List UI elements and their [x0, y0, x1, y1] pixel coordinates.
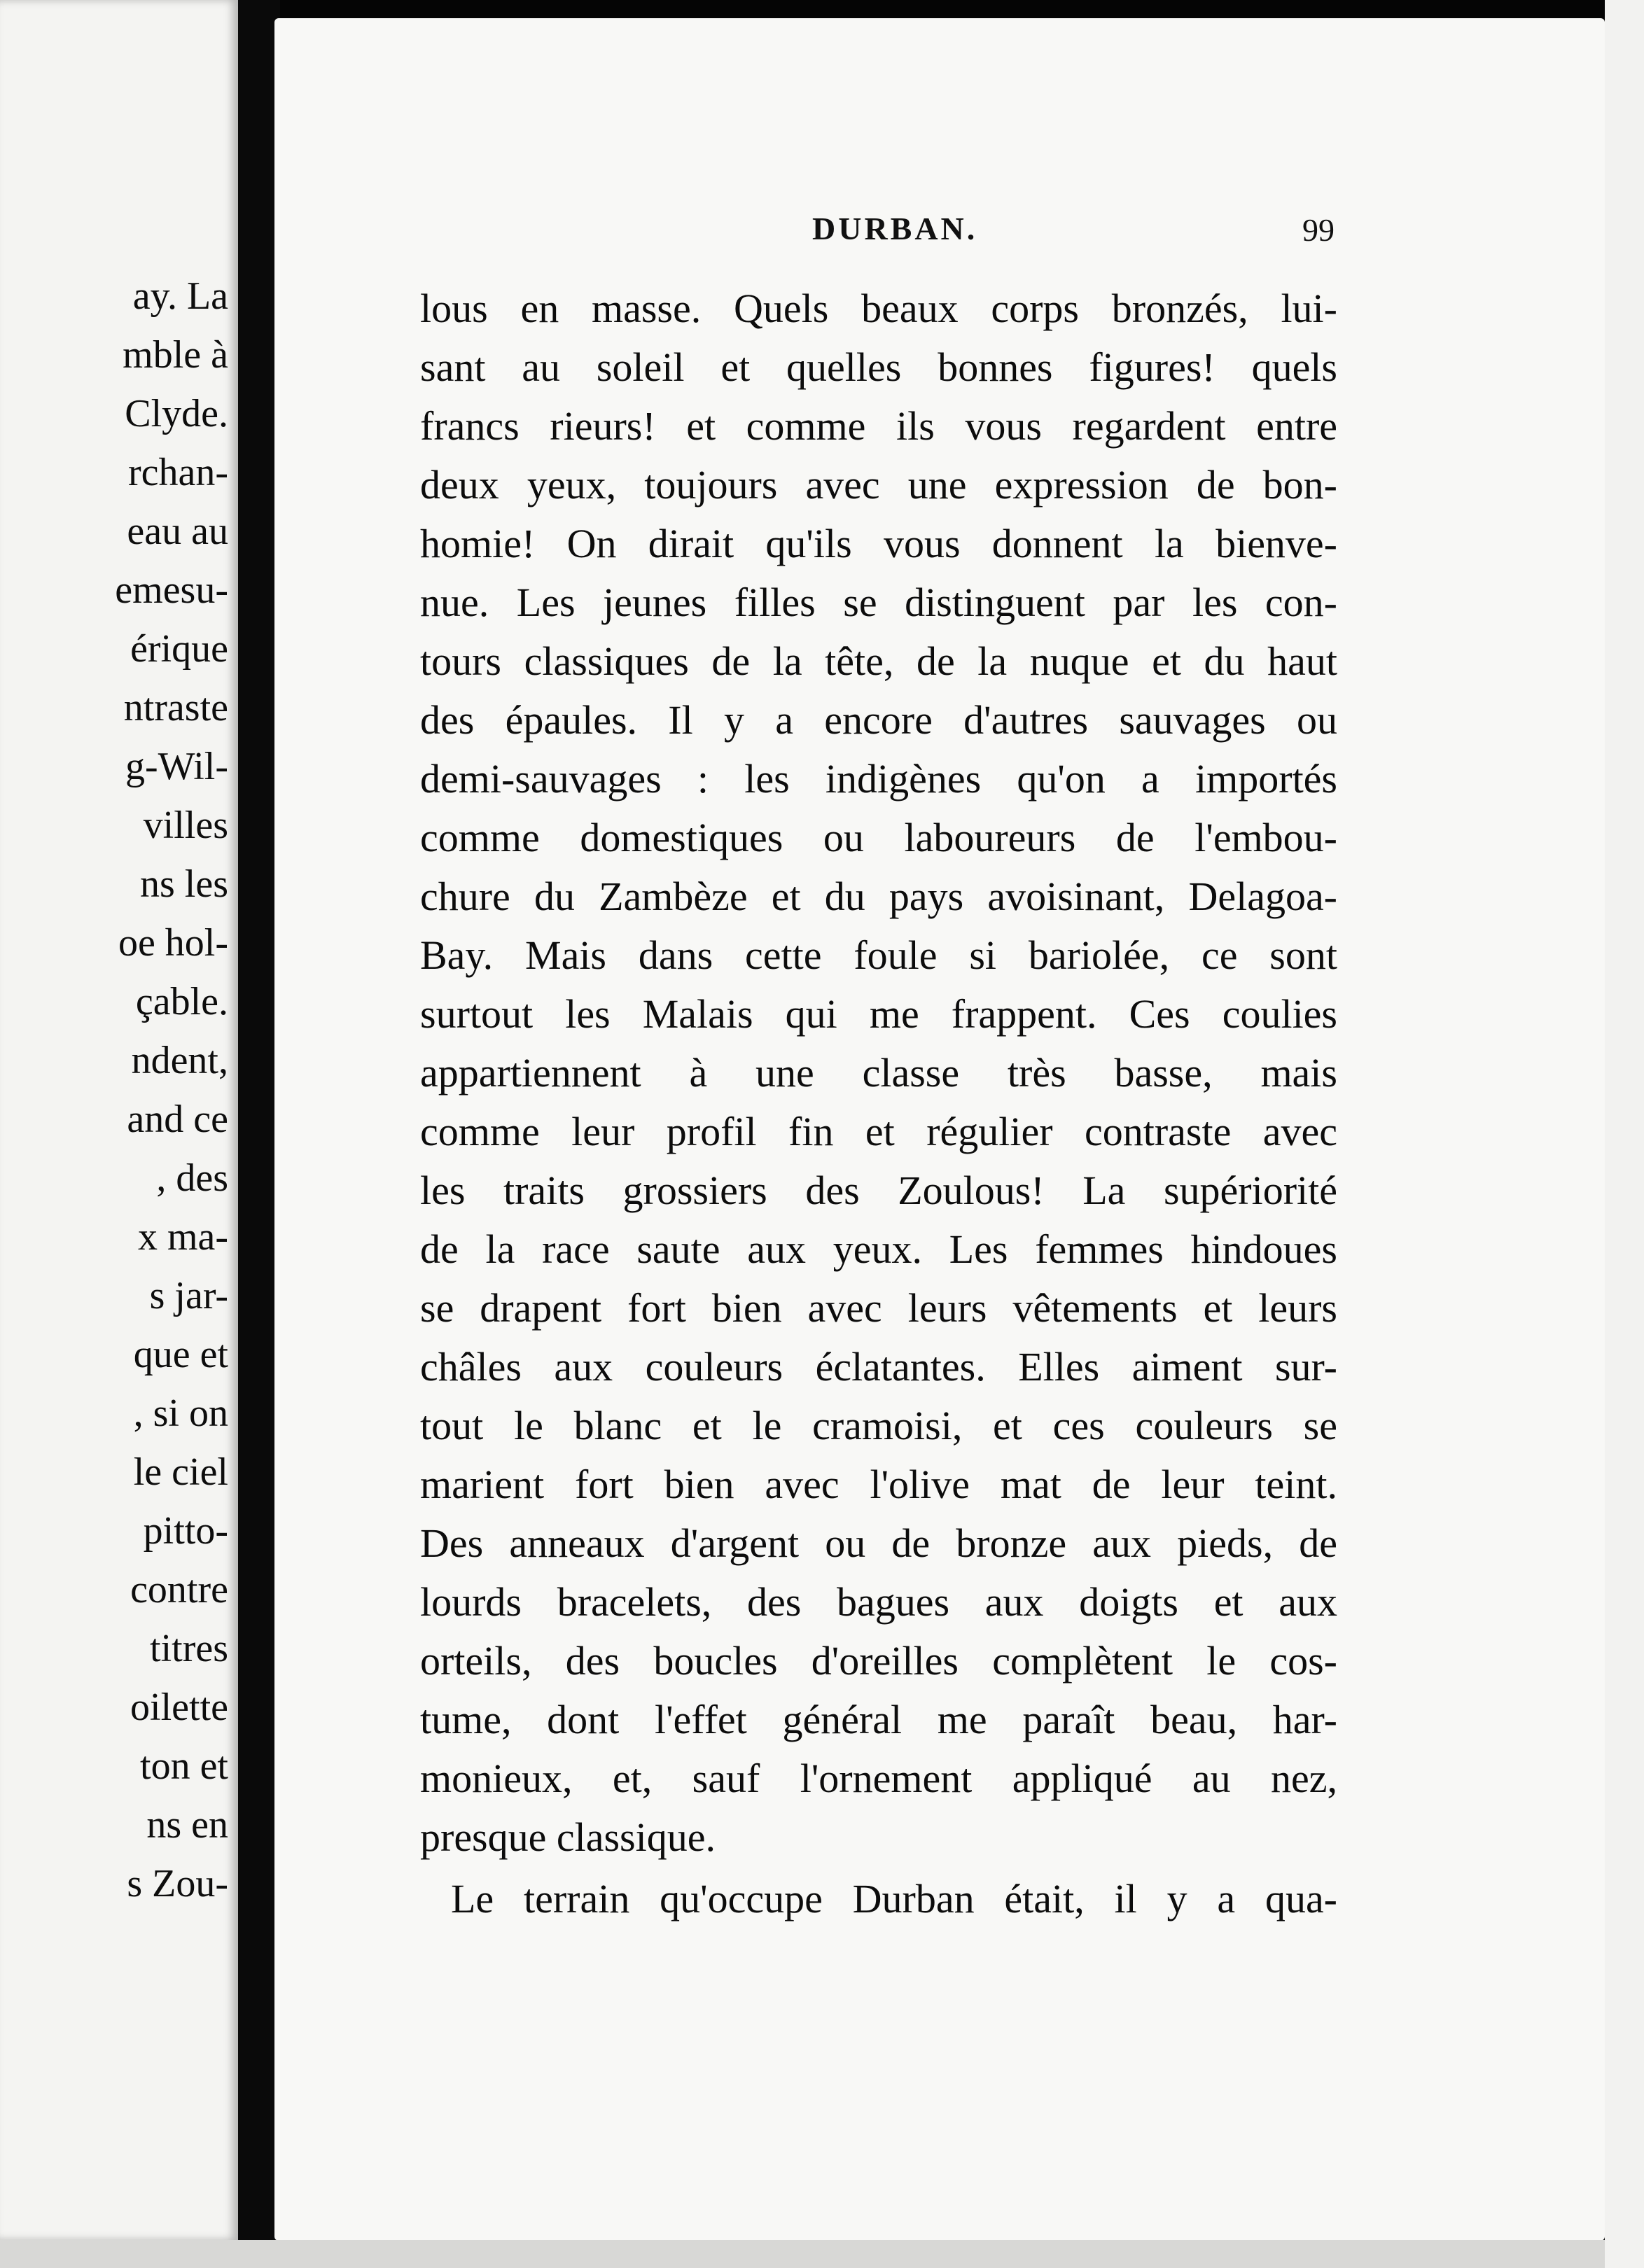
- body-line: Bay. Mais dans cette foule si bariolée, ce sont: [420, 932, 1337, 978]
- body-line: monieux, et, sauf l'ornement appliqué au nez,: [420, 1756, 1337, 1801]
- body-line: nue. Les jeunes filles se distinguent par les con-: [420, 580, 1337, 625]
- left-line: s jar-: [149, 1274, 228, 1317]
- body-line: se drapent fort bien avec leurs vêtements et leurs: [420, 1285, 1337, 1331]
- body-line: comme domestiques ou laboureurs de l'embou-: [420, 815, 1337, 860]
- left-line: titres: [150, 1627, 228, 1670]
- left-line: contre: [130, 1568, 228, 1611]
- body-line: Le terrain qu'occupe Durban était, il y a qua-: [451, 1876, 1337, 1921]
- bottom-edge: [0, 2240, 1605, 2268]
- left-line: ntraste: [123, 686, 228, 729]
- left-line: villes: [143, 804, 228, 847]
- body-line: marient fort bien avec l'olive mat de leur teint.: [420, 1462, 1337, 1507]
- left-line: ay. La: [132, 274, 228, 318]
- left-line: le ciel: [133, 1450, 228, 1494]
- body-line: sant au soleil et quelles bonnes figures! quels: [420, 344, 1337, 390]
- running-head: DURBAN.: [812, 211, 978, 246]
- body-line: tours classiques de la tête, de la nuque et du haut: [420, 638, 1337, 684]
- right-page-edge: [1605, 0, 1644, 2268]
- left-line: ns en: [146, 1803, 228, 1847]
- body-line: les traits grossiers des Zoulous! La supériorité: [420, 1168, 1337, 1213]
- left-page-text: [0, 0, 238, 2240]
- left-line: ndent,: [131, 1039, 228, 1082]
- left-line: ns les: [140, 862, 228, 906]
- left-line: x ma-: [137, 1215, 228, 1259]
- left-line: , si on: [133, 1392, 228, 1435]
- body-line: chure du Zambèze et du pays avoisinant, Delagoa-: [420, 874, 1337, 919]
- left-line: oe hol-: [118, 921, 228, 965]
- left-line: Clyde.: [125, 392, 228, 435]
- body-line: comme leur profil fin et régulier contraste avec: [420, 1109, 1337, 1154]
- body-line: presque classique.: [420, 1814, 716, 1860]
- body-line: lourds bracelets, des bagues aux doigts et aux: [420, 1579, 1337, 1625]
- left-line: ton et: [140, 1744, 228, 1788]
- body-line: Des anneaux d'argent ou de bronze aux pieds, de: [420, 1520, 1337, 1566]
- left-line: çable.: [135, 980, 228, 1023]
- body-line: châles aux couleurs éclatantes. Elles aiment sur-: [420, 1344, 1337, 1390]
- left-page: [0, 0, 238, 2240]
- book-spine-gap: [238, 0, 280, 2268]
- left-line: érique: [130, 627, 228, 671]
- body-line: appartiennent à une classe très basse, mais: [420, 1050, 1337, 1096]
- page-number: 99: [1302, 212, 1335, 248]
- body-line: surtout les Malais qui me frappent. Ces coulies: [420, 991, 1337, 1037]
- body-line: des épaules. Il y a encore d'autres sauvages ou: [420, 697, 1337, 743]
- left-line: s Zou-: [127, 1862, 228, 1905]
- body-line: tume, dont l'effet général me paraît beau, har-: [420, 1697, 1337, 1742]
- body-line: deux yeux, toujours avec une expression de bon-: [420, 462, 1337, 507]
- left-line: and ce: [127, 1098, 228, 1141]
- body-line: de la race saute aux yeux. Les femmes hindoues: [420, 1226, 1337, 1272]
- body-line: homie! On dirait qu'ils vous donnent la bienve-: [420, 521, 1337, 566]
- left-line: oilette: [130, 1686, 228, 1729]
- left-line: pitto-: [143, 1509, 228, 1553]
- body-line: orteils, des boucles d'oreilles complètent le cos-: [420, 1638, 1337, 1684]
- body-line: tout le blanc et le cramoisi, et ces couleurs se: [420, 1403, 1337, 1448]
- body-line: lous en masse. Quels beaux corps bronzés, lui-: [420, 286, 1337, 331]
- body-line: demi-sauvages : les indigènes qu'on a importés: [420, 756, 1337, 802]
- left-line: , des: [156, 1156, 228, 1200]
- left-line: emesu-: [115, 568, 228, 612]
- left-line: g-Wil-: [125, 745, 228, 788]
- body-line: francs rieurs! et comme ils vous regardent entre: [420, 403, 1337, 449]
- left-line: mble à: [123, 333, 228, 377]
- left-line: eau au: [127, 510, 228, 553]
- left-line: que et: [133, 1333, 228, 1376]
- left-line: rchan-: [127, 451, 228, 494]
